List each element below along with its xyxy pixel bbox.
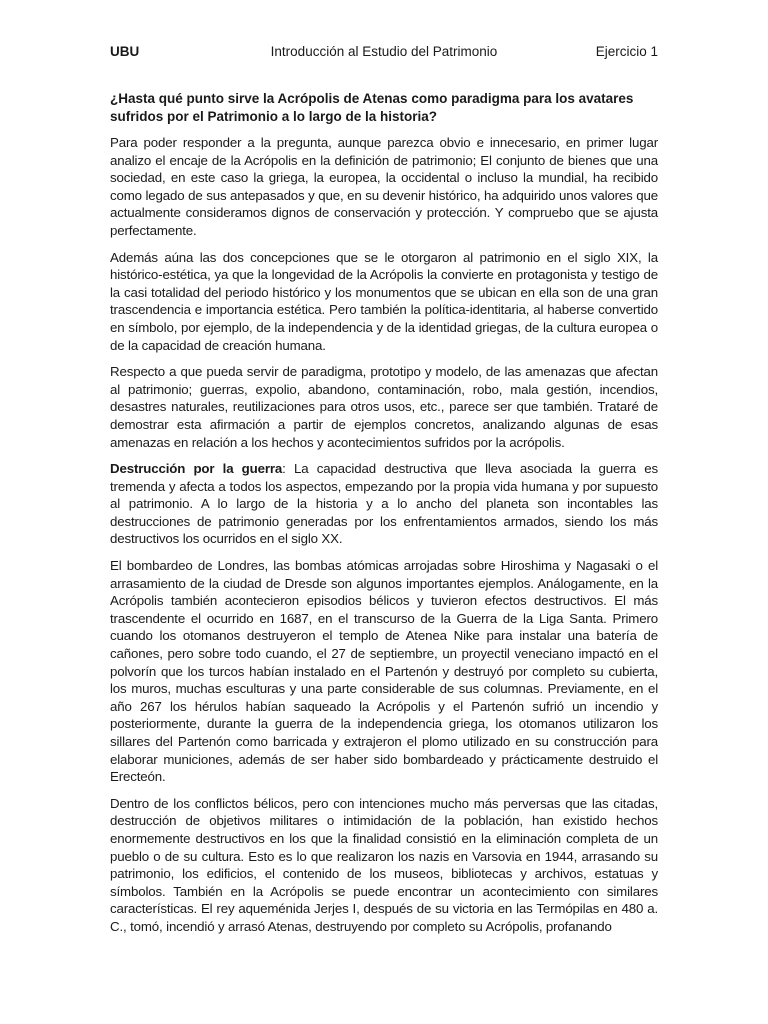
header-course-title: Introducción al Estudio del Patrimonio: [270, 44, 498, 59]
essay-question: ¿Hasta qué punto sirve la Acrópolis de Atenas como paradigma para los avatares sufridos por el Patrimonio a lo largo de la historia?: [110, 91, 634, 124]
paragraph-2-text: Además aúna las dos concepciones que se le otorgaron al patrimonio en el siglo XIX, la histórico-estética, ya que la longevidad de la Acrópolis la convierte en protagonista y testigo de la casi totalidad del periodo histórico y los monumentos que se ubican en ella son de una gran trascendencia e importancia estética. Pero también la política-identitaria, al haberse convertido en símbolo, por ejemplo, de la independencia y de la identidad griegas, de la cultura europea o de la capacidad de creación humana.: [110, 249, 658, 353]
paragraph-6: [110, 795, 658, 936]
paragraph-3: [110, 363, 658, 451]
header-institution: UBU: [110, 44, 140, 59]
section-heading-war-destruction: Destrucción por la guerra: [110, 461, 283, 477]
page-header: [110, 42, 658, 62]
paragraph-2: [110, 249, 658, 355]
paragraph-5-text: El bombardeo de Londres, las bombas atómicas arrojadas sobre Hiroshima y Nagasaki o el arrasamiento de la ciudad de Dresde son algunos importantes ejemplos. Análogamente, en la Acrópolis también acontecieron episodios bélicos y tuvieron efectos destructivos. El más trascendente el ocurrido en 1687, en el transcurso de la Guerra de la Liga Santa. Primero cuando los otomanos destruyeron el templo de Atenea Nike para instalar una batería de cañones, pero sobre todo cuando, el 27 de septiembre, un proyectil veneciano impactó en el polvorín que los turcos habían instalado en el Partenón y destruyó por completo su cubierta, los muros, muchas esculturas y una parte considerable de sus columnas. Previamente, en el año 267 los hérulos habían saqueado la Acrópolis y el Partenón sufrió un incendio y posteriormente, durante la guerra de la independencia griega, los otomanos utilizaron los sillares del Partenón como barricada y extrajeron el plomo utilizado en su construcción para elaborar municiones, además de ser haber sido bombardeado y prácticamente destruido el Erecteón.: [110, 558, 658, 785]
paragraph-1: [110, 134, 658, 240]
paragraph-3-text: Respecto a que pueda servir de paradigma, prototipo y modelo, de las amenazas que afectan al patrimonio; guerras, expolio, abandono, contaminación, robo, mala gestión, incendios, desastres naturales, reutilizaciones para otros usos, etc., parece ser que también. Trataré de demostrar esta afirmación a partir de ejemplos concretos, analizando algunas de esas amenazas en relación a los hechos y acontecimientos sufridos por la acrópolis.: [110, 364, 658, 450]
paragraph-5: [110, 557, 658, 786]
paragraph-6-text: Dentro de los conflictos bélicos, pero con intenciones mucho más perversas que las citadas, destrucción de objetivos militares o intimidación de la población, han existido hechos enormemente destructivos en los que la finalidad consistió en la eliminación completa de un pueblo o de su cultura. Esto es lo que realizaron los nazis en Varsovia en 1944, arrasando su patrimonio, los edificios, el contenido de los museos, bibliotecas y archivos, estatuas y símbolos. También en la Acrópolis se puede encontrar un acontecimiento con similares características. El rey aqueménida Jerjes I, después de su victoria en las Termópilas en 480 a. C., tomó, incendió y arrasó Atenas, destruyendo por completo su Acrópolis, profanando: [110, 795, 658, 934]
paragraph-1-text: Para poder responder a la pregunta, aunque parezca obvio e innecesario, en primer lugar analizo el encaje de la Acrópolis en la definición de patrimonio; El conjunto de bienes que una sociedad, en este caso la griega, la europea, la occidental o incluso la mundial, ha recibido como legado de sus antepasados y que, en su devenir histórico, ha adquirido unos valores que actualmente consideramos dignos de conservación y protección. Y compruebo que se ajusta perfectamente.: [110, 135, 658, 238]
paragraph-4: [110, 460, 658, 548]
paragraph-4-text: : La capacidad destructiva que lleva asociada la guerra es tremenda y afecta a todos los aspectos, empezando por la propia vida humana y por supuesto al patrimonio. A lo largo de la historia y a lo ancho del planeta son incontables las destrucciones de patrimonio generadas por los enfrentamientos armados, siendo los más destructivos los ocurridos en el siglo XX.: [110, 461, 658, 547]
header-exercise-label: Ejercicio 1: [595, 44, 658, 59]
